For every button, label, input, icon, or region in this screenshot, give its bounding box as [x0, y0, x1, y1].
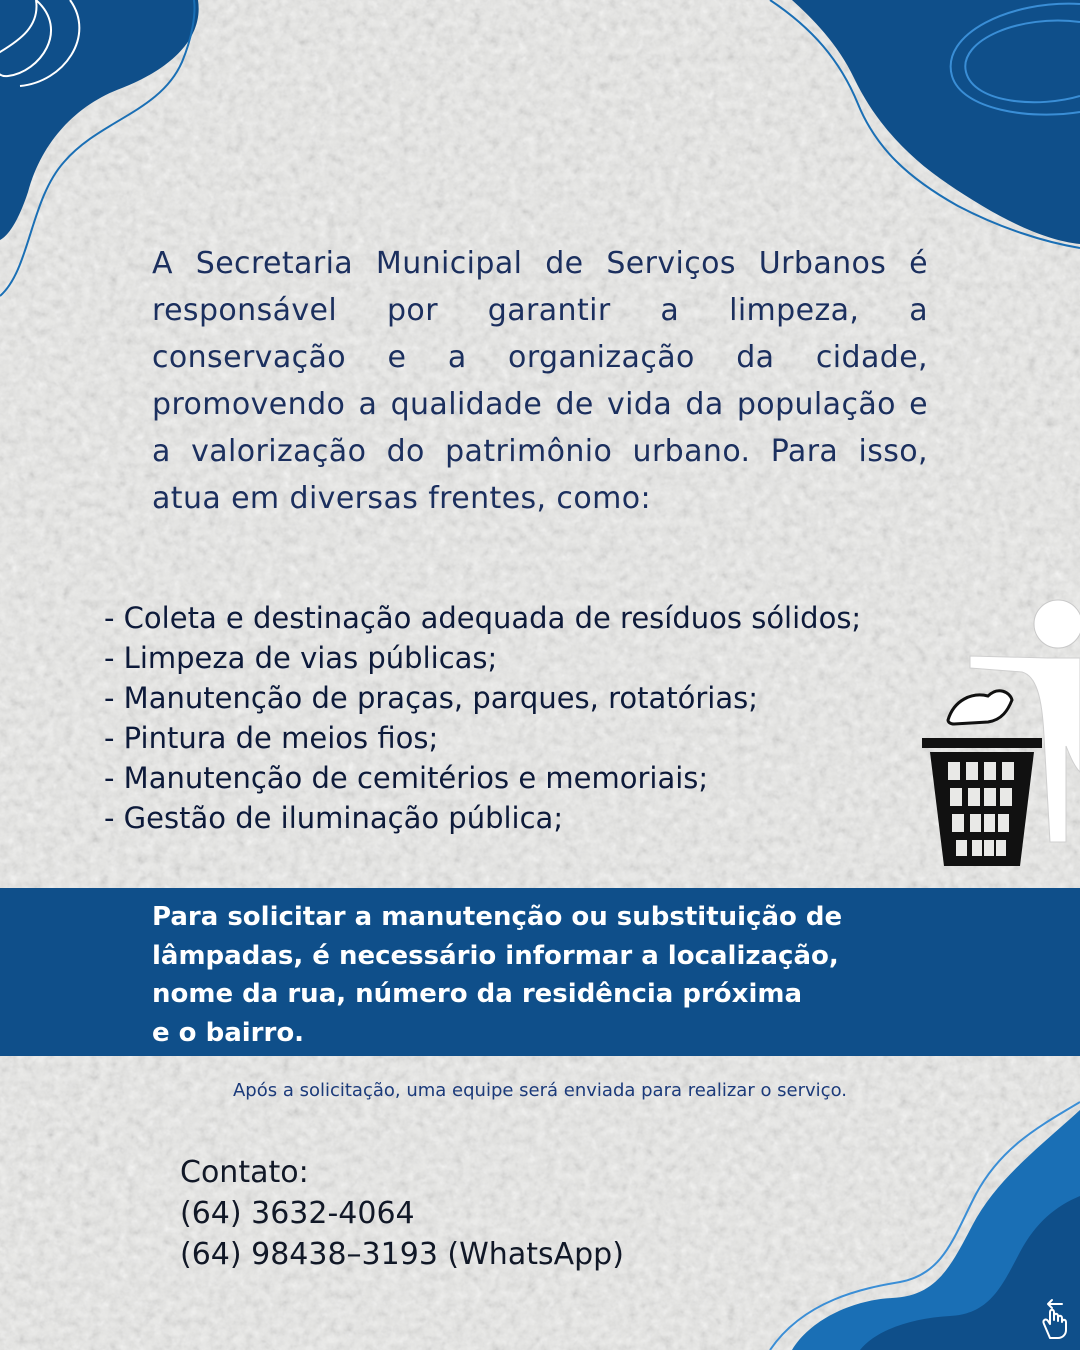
contact-title: Contato: — [180, 1155, 309, 1190]
request-line: lâmpadas, é necessário informar a localização, — [152, 940, 839, 971]
contact-phone: (64) 3632-4064 — [180, 1196, 415, 1231]
list-item: - Manutenção de praças, parques, rotatórias; — [104, 681, 759, 715]
list-item: - Limpeza de vias públicas; — [104, 641, 498, 675]
service-note: Após a solicitação, uma equipe será enviada para realizar o serviço. — [232, 1080, 847, 1101]
list-item: - Gestão de iluminação pública; — [104, 801, 564, 835]
contact-whatsapp: (64) 98438–3193 (WhatsApp) — [180, 1237, 624, 1272]
contact-block — [180, 1152, 624, 1275]
list-item: - Coleta e destinação adequada de resíduos sólidos; — [104, 601, 862, 635]
intro-paragraph: A Secretaria Municipal de Serviços Urbanos é responsável por garantir a limpeza, a conservação e a organização da cidade, promovendo a qualidade de vida da população e a valorização do patrimônio urbano. Para isso, atua em diversas frentes, como: — [152, 246, 928, 516]
service-fronts-list — [104, 598, 1004, 838]
request-info-text — [152, 898, 952, 1052]
hand-swipe-icon — [1036, 1296, 1076, 1342]
request-line: e o bairro. — [152, 1017, 305, 1048]
request-line: nome da rua, número da residência próxima — [152, 979, 802, 1009]
trash-bin-icon — [918, 596, 1080, 876]
request-line: Para solicitar a manutenção ou substituição de — [152, 902, 843, 932]
list-item: - Pintura de meios fios; — [104, 721, 439, 755]
list-item: - Manutenção de cemitérios e memoriais; — [104, 761, 709, 795]
